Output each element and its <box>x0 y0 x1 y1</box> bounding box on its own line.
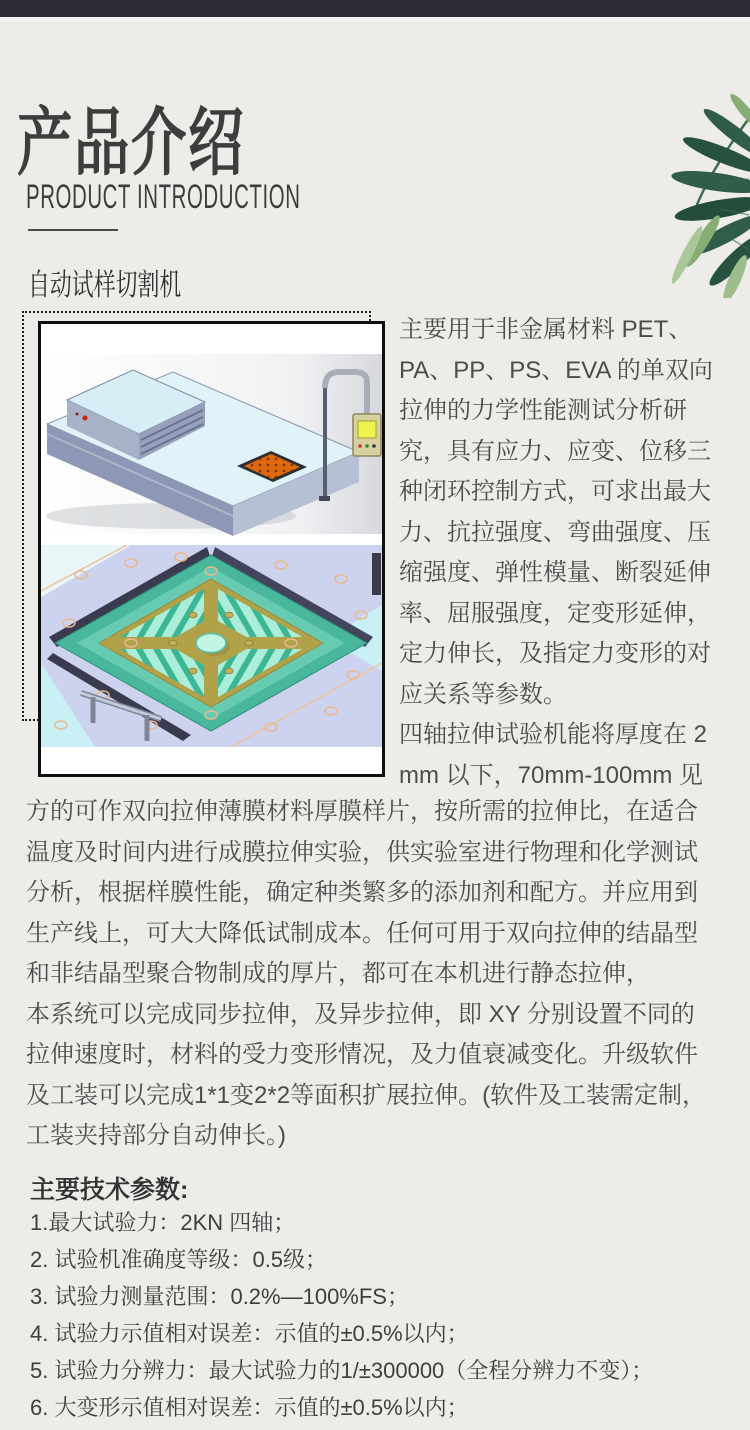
spec-item: 2. 试验机准确度等级：0.5级； <box>30 1247 328 1272</box>
text-line: 和非结晶型聚合物制成的厚片，都可在本机进行静态拉伸， <box>26 960 650 987</box>
palm-leaf-icon <box>635 83 750 298</box>
text-line: mm 以下，70mm-100mm 见 <box>399 761 704 789</box>
text-line: 率、屈服强度，定变形延伸， <box>399 599 711 627</box>
spec-item: 4. 试验力示值相对误差：示值的±0.5%以内； <box>30 1321 469 1346</box>
top-dark-bar <box>0 0 750 17</box>
spec-item: 1.最大试验力：2KN 四轴； <box>30 1210 296 1235</box>
text-line: 及工装可以完成1*1变2*2等面积扩展拉伸。(软件及工装需定制， <box>26 1081 707 1109</box>
title-divider-line <box>28 229 118 231</box>
text-line: PA、PP、PS、EVA 的单双向 <box>399 356 713 384</box>
spec-item: 6. 大变形示值相对误差：示值的±0.5%以内； <box>30 1395 469 1420</box>
specs-heading: 主要技术参数: <box>30 1176 189 1204</box>
page-title: 产品介绍 <box>17 101 245 184</box>
text-line: 分析，根据样膜性能，确定种类繁多的添加剂和配方。并应用到 <box>26 879 698 906</box>
spec-item: 5. 试验力分辨力：最大试验力的1/±300000（全程分辨力不变）； <box>30 1358 654 1383</box>
text-line: 应关系等参数。 <box>399 680 567 708</box>
intro-side-paragraph <box>399 310 744 796</box>
text-line: 温度及时间内进行成膜拉伸实验，供实验室进行物理和化学测试 <box>26 838 698 866</box>
text-line: 究，具有应力、应变、位移三 <box>399 437 711 465</box>
text-line: 定力伸长，及指定力变形的对 <box>399 640 711 667</box>
text-line: 本系统可以完成同步拉伸，及异步拉伸，即 XY 分别设置不同的 <box>26 1000 695 1028</box>
machine-render-image <box>41 348 382 540</box>
text-line: 方的可作双向拉伸薄膜材料厚膜样片，按所需的拉伸比，在适合 <box>26 798 698 825</box>
text-line: 缩强度、弹性模量、断裂延伸 <box>399 559 711 586</box>
text-line: 拉伸速度时，材料的受力变形情况，及力值衰减变化。升级软件 <box>26 1041 698 1068</box>
page-title-english: PRODUCT INTRODUCTION <box>26 178 301 216</box>
product-image-box <box>38 321 385 777</box>
text-line: 生产线上，可大大降低试制成本。任何可用于双向拉伸的结晶型 <box>26 919 698 947</box>
top-bar-highlight <box>0 17 750 22</box>
product-name-heading: 自动试样切割机 <box>28 269 182 302</box>
text-line: 工装夹持部分自动伸长。) <box>26 1122 286 1149</box>
text-line: 主要用于非金属材料 PET、 <box>399 316 693 343</box>
fixture-render-image <box>41 545 382 747</box>
text-line: 拉伸的力学性能测试分析研 <box>399 397 687 424</box>
specs-list <box>30 1204 740 1426</box>
text-line: 四轴拉伸试验机能将厚度在 2 <box>399 721 708 748</box>
spec-item: 3. 试验力测量范围：0.2%—100%FS； <box>30 1284 409 1309</box>
text-line: 力、抗拉强度、弯曲强度、压 <box>399 518 711 546</box>
text-line: 种闭环控制方式，可求出最大 <box>399 478 711 505</box>
intro-full-paragraph <box>26 792 738 1157</box>
